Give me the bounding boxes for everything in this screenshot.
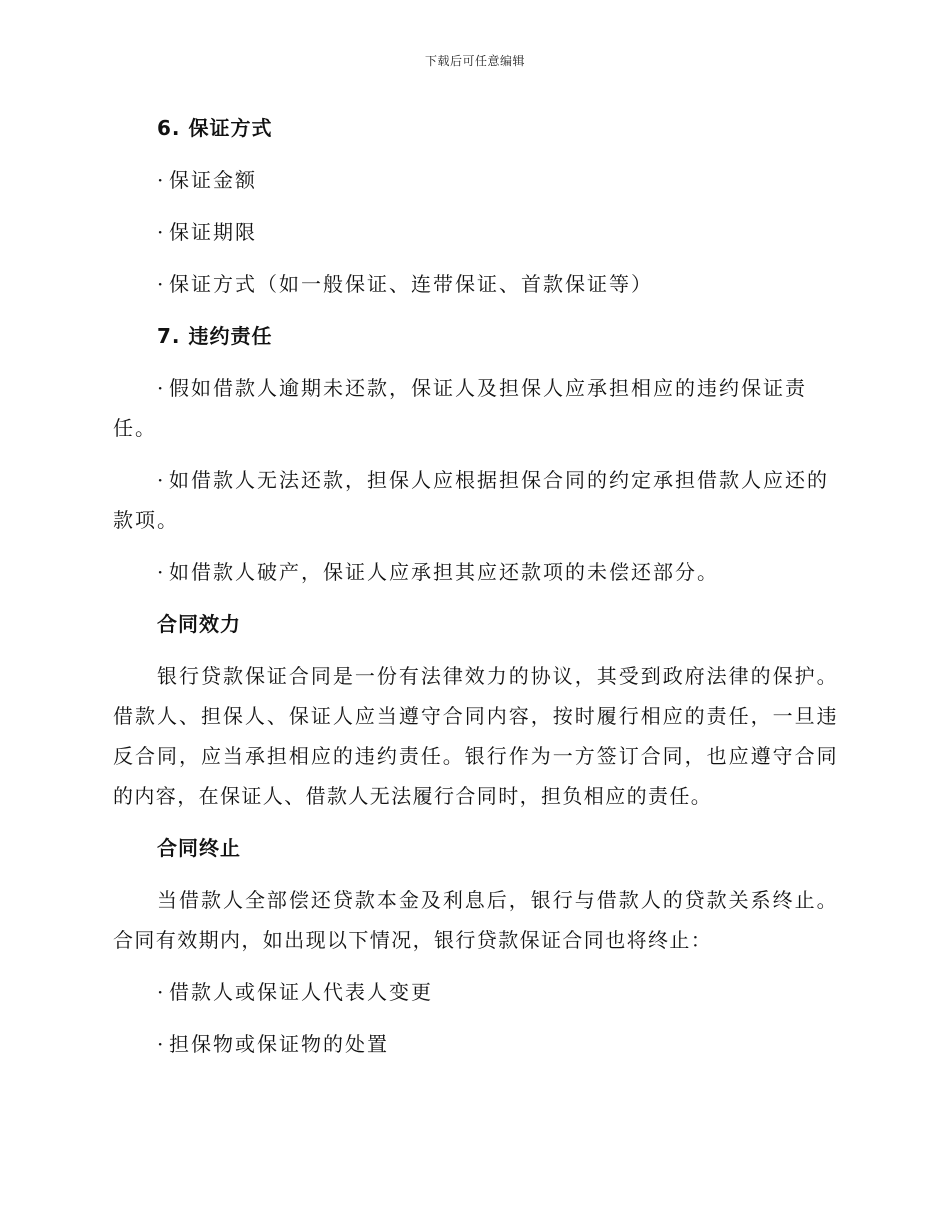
bullet-mark: ·	[157, 1032, 166, 1056]
bullet-mark: ·	[157, 168, 166, 192]
page-header: 下载后可任意编辑	[424, 54, 525, 68]
bullet-mark: ·	[157, 560, 166, 584]
list-item: · 保证方式（如一般保证、连带保证、首款保证等）	[113, 264, 838, 304]
bullet-mark: ·	[157, 220, 166, 244]
paragraph-contract-termination: 当借款人全部偿还贷款本金及利息后，银行与借款人的贷款关系终止。合同有效期内，如出现以下情况，银行贷款保证合同也将终止：	[113, 888, 838, 952]
section-heading-contract-termination: 合同终止	[157, 836, 241, 860]
section-heading-contract-validity: 合同效力	[157, 612, 241, 636]
bullet-mark: ·	[157, 272, 166, 296]
list-item: · 如借款人破产，保证人应承担其应还款项的未偿还部分。	[113, 552, 838, 592]
section-heading-guarantee-method: 6. 保证方式	[157, 116, 273, 140]
document-content	[113, 108, 838, 1076]
bullet-mark: ·	[157, 468, 166, 492]
list-item: · 假如借款人逾期未还款，保证人及担保人应承担相应的违约保证责任。	[113, 368, 838, 448]
list-item: · 保证金额	[113, 160, 838, 200]
list-item: · 如借款人无法还款，担保人应根据担保合同的约定承担借款人应还的款项。	[113, 460, 838, 540]
list-item: · 担保物或保证物的处置	[113, 1024, 838, 1064]
list-item: · 借款人或保证人代表人变更	[113, 972, 838, 1012]
bullet-mark: ·	[157, 980, 166, 1004]
section-heading-breach-liability: 7. 违约责任	[157, 324, 273, 348]
list-item: · 保证期限	[113, 212, 838, 252]
paragraph-contract-validity: 银行贷款保证合同是一份有法律效力的协议，其受到政府法律的保护。借款人、担保人、保证人应当遵守合同内容，按时履行相应的责任，一旦违反合同，应当承担相应的违约责任。银行作为一方签订合同，也应遵守合同的内容，在保证人、借款人无法履行合同时，担负相应的责任。	[113, 664, 838, 808]
bullet-mark: ·	[157, 376, 166, 400]
